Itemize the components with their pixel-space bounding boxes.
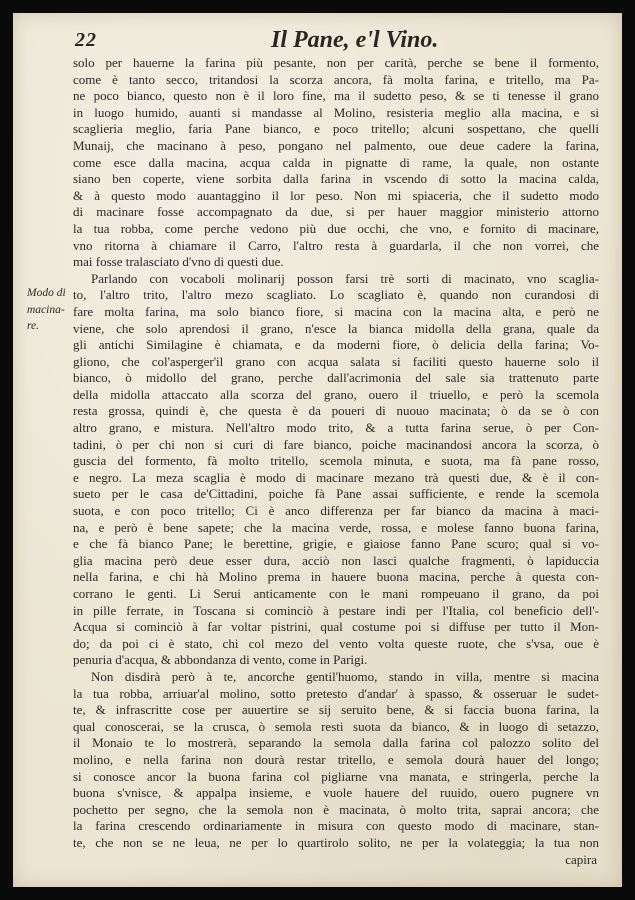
text-line: solo per hauerne la farina più pesante, non per carità, perche se bene il formento,: [73, 55, 599, 70]
text-line: to, l'altro trito, l'altro mezo scagliato. Lo scagliato è, quando non curandosi di: [73, 287, 599, 303]
text-line: si conosce ancor la buona farina col pigliarne vna manata, e stringerla, perche la: [73, 768, 599, 784]
text-line: in luogo humido, auanti si mandasse al Molino, resisteria meglio alla macina, e si: [73, 104, 599, 120]
text-line: na, e però è bene sapete; che la macina verde, rossa, e molese fanno buona farina,: [73, 519, 599, 535]
margin-note-line: re.: [27, 320, 40, 333]
text-line: gli antichi Similagine è chiamata, e da moderni fiore, ò delicia della farina; Vo-: [73, 337, 599, 353]
text-line: qual conoscerai, se la crusca, ò semola resti suota da bianco, & in luogo di setazzo,: [73, 718, 599, 734]
running-title: Il Pane, e'l Vino.: [271, 27, 439, 53]
text-line: viene, che solo aprendosi il grano, n'esce la bianca midolla della grana, quale da: [73, 320, 599, 336]
text-line: resta grossa, quindi è, che questa è da poueri di nuouo macinata; ò da se ò con: [73, 403, 599, 419]
text-line: glia macina però deue esser dura, acciò non lasci qualche fragmenti, ò lapiduccia: [73, 552, 599, 568]
text-line: nella farina, e chi hà Molino prema in hauere buona macina, perche à questa con-: [73, 569, 599, 585]
catchword: capira: [565, 851, 597, 867]
text-line: il Monaio te lo mostrerà, separando la semola dalla farina col palozzo solito del: [73, 735, 599, 751]
body-text: [73, 55, 599, 868]
page-number: 22: [75, 29, 97, 51]
text-line: Non disdirà però à te, ancorche gentil'huomo, stando in villa, mentre si macina: [91, 668, 599, 684]
text-line: la tua robba, arriuar'al molino, sotto pretesto d'andar' à spasso, & osseruar le sudet-: [73, 685, 599, 701]
text-line: Parlando con vocaboli molinarij posson farsi trè sorti di macinato, vno scaglia-: [91, 270, 599, 286]
text-line: mai fosse tralasciato d'vno di questi due.: [73, 254, 284, 270]
text-line: suota, e con poco tritello; Ci è anco differenza per far bianco da macina à maci-: [73, 503, 599, 519]
text-line: guscia del formento, fà molto tritello, scemola minuta, e suota, ma fà pane rosso,: [73, 453, 599, 469]
text-line: gliono, che col'asperger'il grano con acqua salata si faciliti questo hauerne solo il: [73, 353, 599, 369]
text-line: di macinare fosse accompagnato da due, si per hauer maggior ministerio attorno: [73, 204, 599, 220]
text-line: scaglieria meglio, faria Pane bianco, e poco tritello; alcuni sospettano, che quelli: [73, 121, 599, 137]
text-line: bianco, ò midollo del grano, perche dall'acrimonia del sale sia trattenuto parte: [73, 370, 599, 386]
margin-note-line: macina-: [27, 303, 65, 316]
text-line: la farina crescendo ordinariamente in misura con questo modo di macinare, stan-: [73, 818, 599, 834]
text-line: buona s'vnisce, & appalpa insieme, e vuole hauere del ruuido, ouero pugnere vn: [73, 785, 599, 801]
text-line: in pille ferrate, in Toscana si cominciò à pestare indi per l'Italia, col beneficio dell'-: [73, 602, 599, 618]
text-line: la tua robba, come perche vedono più due occhi, che vno, e fornito di macinare,: [73, 220, 599, 236]
text-line: te, che non se ne leua, ne per lo quartirolo solito, ne per la volateggia; la tua non: [73, 834, 599, 850]
book-page: [13, 13, 622, 887]
text-line: pochetto per segno, che la semola non è macinata, ò molto trita, saprai ancora; che: [73, 801, 599, 817]
text-line: tadini, ò per chi non si curi di fare bianco, poiche macinandosi ancora la scorza, ò: [73, 436, 599, 452]
text-line: Acqua si cominciò à far voltar pistrini, qual costume poi si diffuse per tutto il Mon-: [73, 619, 599, 635]
text-line: altro grano, e mistura. Nell'altro modo trito, & a tutta farina serue, ò per Con-: [73, 420, 599, 436]
text-line: e negro. La meza scaglia è modo di macinare mezano trà questi due, & è il con-: [73, 469, 599, 485]
text-line: penuria d'acqua, & abbondanza di vento, come in Parigi.: [73, 652, 368, 668]
text-line: come è tanto secco, tritandosi la scorza ancora, fà molta farina, e tritello, ma Pa-: [73, 71, 599, 87]
text-line: corrano le genti. Li Serui anticamente con le mani rompeuano il grano, da poi: [73, 586, 599, 601]
text-line: molino, e nella farina non dourà restar tritello, e semola dourà hauer del longo;: [73, 751, 599, 767]
text-line: Munaij, che macinano à peso, pongano nel palmento, oue deue cadere la farina,: [73, 137, 599, 153]
page-header: [13, 29, 622, 57]
margin-note: [27, 285, 69, 335]
margin-note-line: Modo di: [27, 287, 66, 299]
text-line: come esce dalla macina, acqua calda in pignatte di rame, la quale, non ostante: [73, 154, 599, 170]
text-line: e che fà bianco Pane; le berettine, grigie, e giaiose fanno Pane scuro; qual si vo-: [73, 536, 599, 552]
text-line: vno ritorna à chiamare il Carro, l'altro resta à guardarla, il che non vorrei, che: [73, 237, 599, 253]
text-line: ne poco bianco, questo non è il loro fine, ma il sudetto peso, & se ti tenesse il grano: [73, 88, 599, 104]
text-line: & à questo modo auantaggino il lor peso. Non mi spiaceria, che il sudetto modo: [73, 187, 599, 203]
text-line: sueto per le casa de'Cittadini, poiche fà Pane assai sufficiente, e rende la scemola: [73, 486, 599, 502]
text-line: della midolla attaccato alla scorza del grano, ouero il triuello, e però la scemola: [73, 386, 599, 402]
text-line: fare molta farina, ma solo bianco fiore, si macina con la macina alta, e però ne: [73, 303, 599, 319]
text-line: te, & infrascritte cose per auuertire se sij seruito bene, & si faccia buona farina, la: [73, 702, 599, 718]
text-line: do; da poi ci è stato, chi col mezo del vento volta queste ruote, che s'vsa, oue è: [73, 635, 599, 651]
text-line: siano ben coperte, viene sorbita dalla farina in vscendo di sotto la macina calda,: [73, 171, 599, 187]
